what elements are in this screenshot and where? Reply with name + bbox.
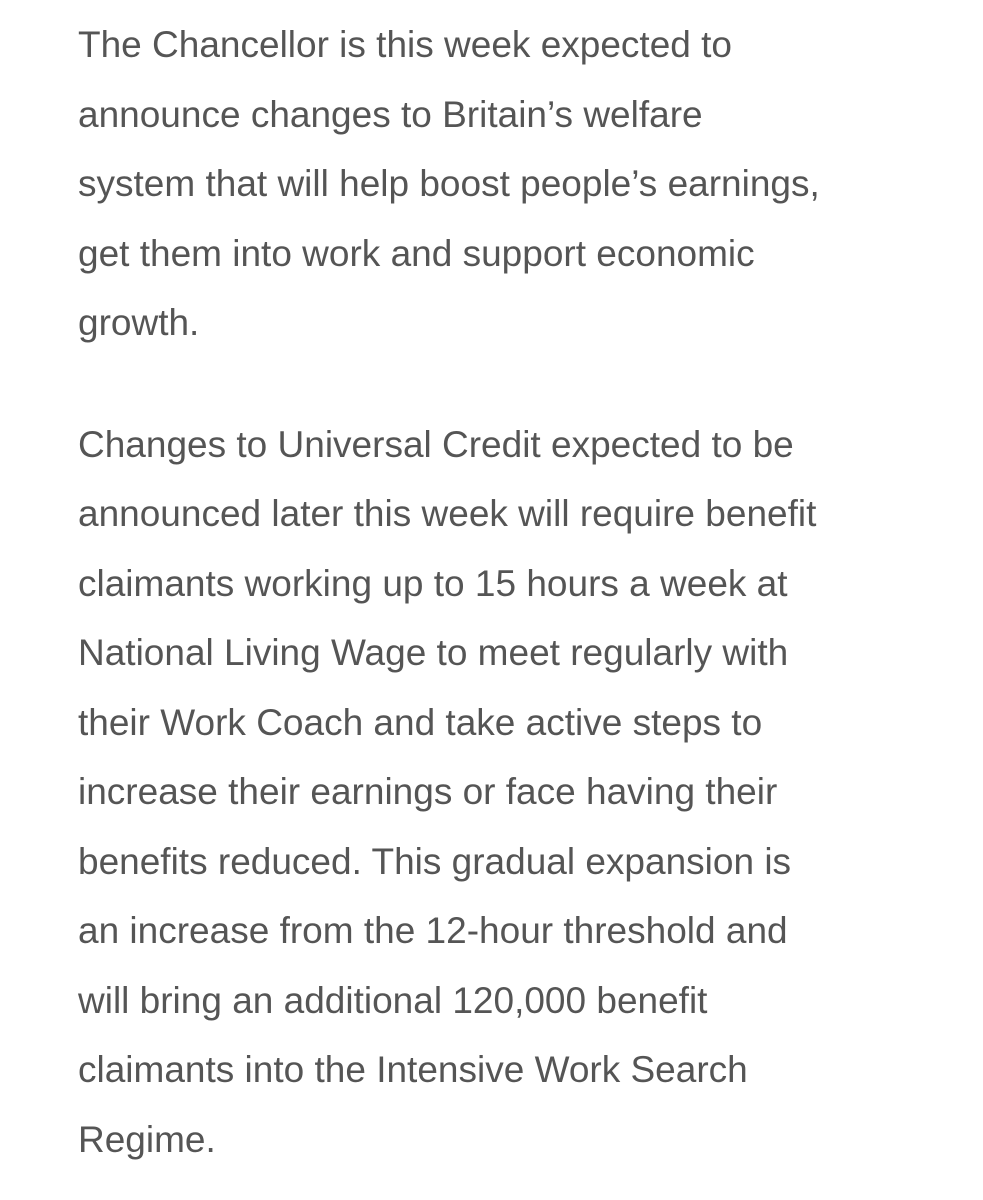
paragraph-line: their Work Coach and take active steps to xyxy=(78,701,763,743)
paragraph-universal-credit-changes xyxy=(78,410,958,1175)
paragraph-line: claimants working up to 15 hours a week at xyxy=(78,562,788,604)
paragraph-line: announce changes to Britain’s welfare xyxy=(78,93,703,135)
paragraph-line: growth. xyxy=(78,302,200,343)
paragraph-spacer xyxy=(78,358,958,410)
paragraph-line: announced later this week will require benefit xyxy=(78,493,817,534)
paragraph-line: system that will help boost people’s earnings, xyxy=(78,163,820,204)
paragraph-chancellor-announcement xyxy=(78,10,958,358)
paragraph-line: Regime. xyxy=(78,1118,216,1160)
paragraph-line: benefits reduced. This gradual expansion is xyxy=(78,840,792,882)
paragraph-line: Changes to Universal Credit expected to be xyxy=(78,423,794,465)
paragraph-line: increase their earnings or face having their xyxy=(78,771,778,812)
paragraph-line: an increase from the 12-hour threshold and xyxy=(78,910,788,951)
paragraph-line: claimants into the Intensive Work Search xyxy=(78,1049,748,1090)
article-body xyxy=(78,10,958,1174)
paragraph-line: National Living Wage to meet regularly with xyxy=(78,632,789,673)
paragraph-line: The Chancellor is this week expected to xyxy=(78,24,733,65)
paragraph-line: get them into work and support economic xyxy=(78,232,755,274)
paragraph-line: will bring an additional 120,000 benefit xyxy=(78,979,708,1021)
